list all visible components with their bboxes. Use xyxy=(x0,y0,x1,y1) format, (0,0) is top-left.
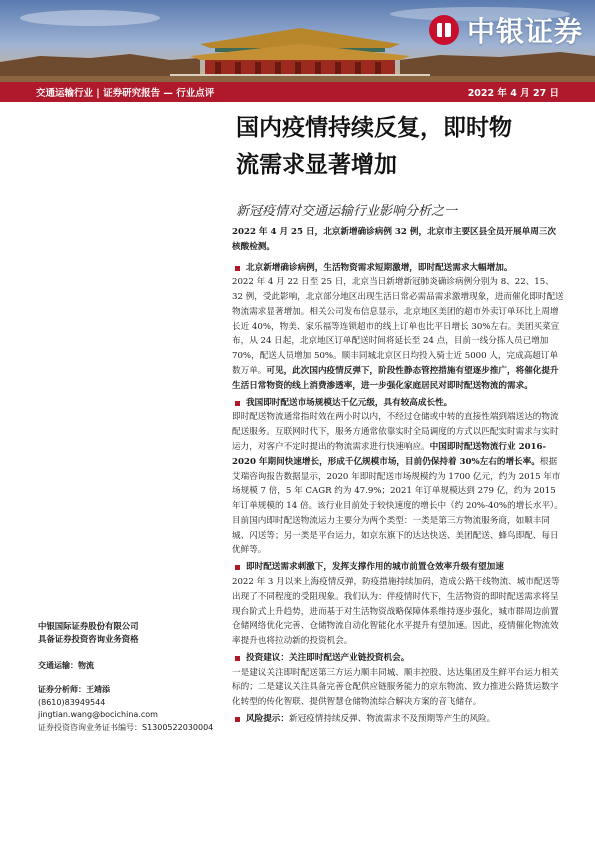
risk-warning xyxy=(232,712,564,727)
section-text-2 xyxy=(232,410,564,558)
report-title xyxy=(236,110,576,184)
section-title-1: 北京新增确诊病例，生活物资需求短期激增，即时配送需求大幅增加。 xyxy=(232,261,564,276)
section-2-highlight: 中国即时配送物流行业 2016-2020 年期间快速增长，形成千亿规模市场，目前仍保持着 30%左右的增长率。 xyxy=(232,441,547,467)
org-name: 中银国际证券股份有限公司 xyxy=(38,621,139,631)
section-2-text-a: 即时配送物流通常指时效在两小时以内，不经过仓储或中转的直接性端到端送达的物流配送服务。互联网时代下，服务方通常依靠实时全局调度的方式以匹配实时需求与实时运力，对客户不定时提出的物流需求进行快速响应。 xyxy=(232,412,559,452)
brand xyxy=(429,10,583,50)
report-date: 2022 年 4 月 27 日 xyxy=(467,88,559,99)
brand-name: 中银证券 xyxy=(466,15,583,48)
section-title-4: 投资建议：关注即时配送产业链投资机会。 xyxy=(232,651,564,666)
section-text-3: 2022 年 3 月以来上海疫情反弹，防疫措施持续加码，造成公路干线物流、城市配送等出现了不同程度的受阻现象。我们认为：伴疫情时代下，生活物资的即时配送需求将呈现台阶式上升趋势，进而基于对生活物资战略保障体系维持逐步强化，城市群周边前置仓储网络优化完善、仓储物流自动化智能化水平提升有望加速。因此，疫情催化物流效率提升也将拉动新的投资机会。 xyxy=(232,576,560,647)
section-title-3: 即时配送需求刺激下，发挥支撑作用的城市前置仓效率升级有望加速 xyxy=(232,560,564,575)
section-text-4: 一是建议关注即时配送第三方运力顺丰同城、顺丰控股、达达集团及生鲜平台运力相关标的；二是建议关注具备完善仓配供应链服务能力的京东物流、致力推进公路货运数字化转型的传化智联、提供智慧仓储物流综合解决方案的音飞储存。 xyxy=(232,667,559,708)
title-line-2: 流需求显著增加 xyxy=(236,150,397,178)
header-banner xyxy=(0,0,595,82)
section-2-text-b: 根据艾瑞咨询报告数据显示，2020 年即时配送市场规模约为 1700 亿元，约为 2015 年市场规模 7 倍，5 年 CAGR 约为 47.9%；2021 年订单规模达到 279 亿，约为 2015 年订单规模的 14 倍。该行业目前处于较快速度的增长中（约 20%-40%的增长水平）。目前国内即时配送物流运力主要分为两个类型：一类是第三方物流服务商，如顺丰同城、闪送等；另一类是平台运力，如京东旗下的达达快送、美团配送、蜂鸟即配、每日优鲜等。 xyxy=(232,456,563,556)
section-1-text: 2022 年 4 月 22 日至 25 日，北京当日新增新冠肺炎确诊病例分别为 8、22、15、32 例，受此影响，北京部分地区出现生活日常必需品需求激增现象，进而催化即时配送物流需求显著增加。相关公司发布信息显示，北京地区美团的超市外卖订单环比上周增长近 40%，物美、家乐福等连锁超市的线上订单也比平日增长 30%左右。美团买菜宣布，从 24 日起，北京地区订单配送时间将延长至 24 点，目前一线分拣人员已增加 70%，配送人员增加 50%。顺丰同城北京区日均投入骑士近 5000 人，完成高超订单数万单。 xyxy=(232,277,564,377)
analyst-license: 证券投资咨询业务证书编号：S1300522030004 xyxy=(38,722,214,732)
section-text-1 xyxy=(232,275,564,393)
title-line-1: 国内疫情持续反复，即时物 xyxy=(236,114,512,141)
analyst-name: 证券分析师：王靖添 xyxy=(38,685,110,695)
boc-logo-icon xyxy=(429,15,459,45)
section-title-2: 我国即时配送市场规模达千亿元级，具有较高成长性。 xyxy=(232,396,564,411)
section-1-conclusion: 可见，此次国内疫情反弹下，阶段性静态管控措施有望逐步推广，将催化提升生活日常物资的线上消费渗透率，进一步强化家庭居民对即时配送物流的需求。 xyxy=(232,366,559,391)
analyst-phone: (8610)83949544 xyxy=(38,697,106,707)
breadcrumb: 交通运输行业 | 证券研究报告 — 行业点评 xyxy=(36,88,215,99)
sidebar xyxy=(38,620,223,734)
report-body xyxy=(232,225,564,727)
analyst-email[interactable]: jingtian.wang@bocichina.com xyxy=(38,710,158,720)
risk-text: 新冠疫情持续反弹、物流需求不及预期等产生的风险。 xyxy=(288,714,496,724)
info-bar xyxy=(0,82,595,102)
sector-label: 交通运输：物流 xyxy=(38,661,94,671)
org-qualification: 具备证券投资咨询业务资格 xyxy=(38,634,139,645)
lead-paragraph: 2022 年 4 月 25 日，北京新增确诊病例 32 例，北京市主要区县全员开展单周三次核酸检测。 xyxy=(232,227,556,252)
report-subtitle: 新冠疫情对交通运输行业影响分析之一 xyxy=(236,204,458,219)
risk-title: 风险提示： xyxy=(246,714,289,724)
